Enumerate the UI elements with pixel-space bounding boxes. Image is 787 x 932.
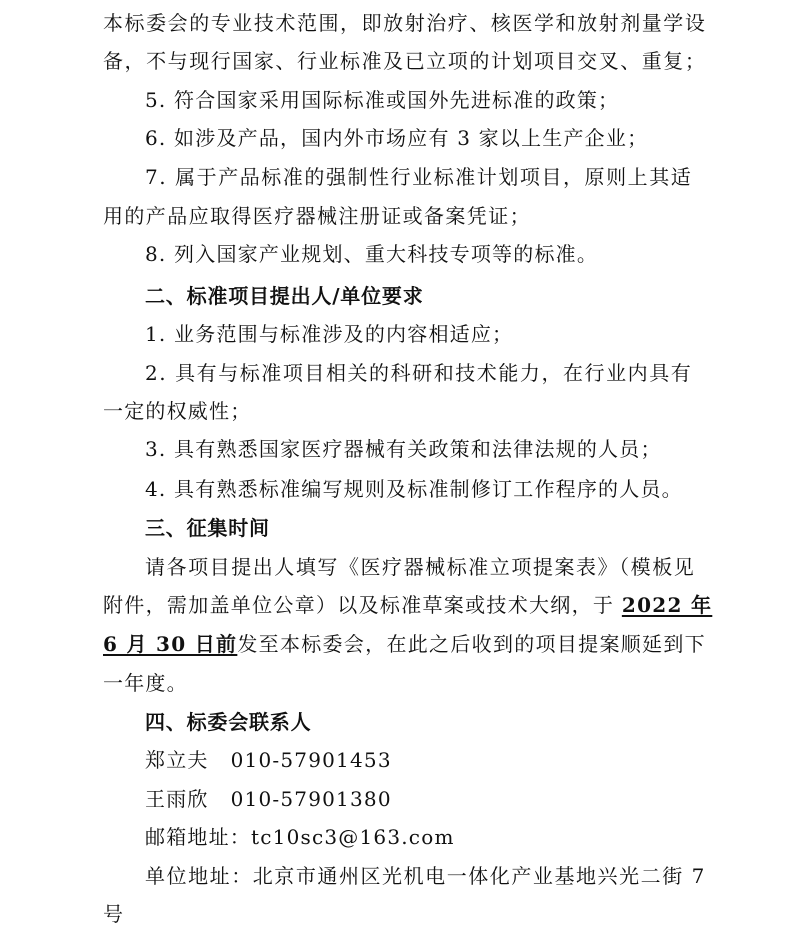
list-item-5: 5. 符合国家采用国际标准或国外先进标准的政策； (145, 88, 620, 112)
collection-paragraph-line: 一年度。 (103, 671, 188, 695)
paragraph-line: 备，不与现行国家、行业标准及已立项的计划项目交叉、重复； (103, 49, 707, 73)
contact-row (145, 786, 392, 812)
contact-name: 王雨欣 (145, 787, 209, 811)
paragraph-line: 本标委会的专业技术范围，即放射治疗、核医学和放射剂量学设 (103, 11, 707, 35)
requirement-item-4: 4. 具有熟悉标准编写规则及标准制修订工作程序的人员。 (145, 477, 683, 501)
list-item-8: 8. 列入国家产业规划、重大科技专项等的标准。 (145, 242, 599, 266)
email-label: 邮箱地址： (145, 825, 251, 849)
list-item-6: 6. 如涉及产品，国内外市场应有 3 家以上生产企业； (145, 126, 649, 150)
email-row (145, 824, 455, 850)
requirement-item-1: 1. 业务范围与标准涉及的内容相适应； (145, 322, 514, 346)
contact-name: 郑立夫 (145, 748, 209, 772)
collection-text: 附件，需加盖单位公章）以及标准草案或技术大纲，于 (103, 593, 622, 617)
address-line: 单位地址：北京市通州区光机电一体化产业基地兴光二街 7 (145, 864, 706, 888)
section-heading-contacts: 四、标委会联系人 (145, 710, 312, 734)
contact-phone: 010-57901380 (230, 787, 392, 811)
section-heading-requirements: 二、标准项目提出人/单位要求 (145, 284, 424, 308)
address-line-continued: 号 (103, 902, 125, 926)
contact-phone: 010-57901453 (230, 748, 392, 772)
collection-paragraph-line (103, 631, 706, 657)
requirement-item-3: 3. 具有熟悉国家医疗器械有关政策和法律法规的人员； (145, 437, 662, 461)
collection-text: 发至本标委会，在此之后收到的项目提案顺延到下 (237, 632, 706, 656)
deadline-date: 6 月 30 日前 (103, 632, 238, 656)
section-heading-collection-time: 三、征集时间 (145, 516, 270, 540)
list-item-7: 7. 属于产品标准的强制性行业标准计划项目，原则上其适 (145, 165, 693, 189)
requirement-item-2: 2. 具有与标准项目相关的科研和技术能力，在行业内具有 (145, 361, 693, 385)
requirement-item-2-continued: 一定的权威性； (103, 399, 252, 423)
contact-row (145, 747, 392, 773)
email-address: tc10sc3@163.com (251, 825, 455, 849)
list-item-7-continued: 用的产品应取得医疗器械注册证或备案凭证； (103, 204, 531, 228)
deadline-year: 2022 年 (621, 593, 713, 617)
collection-paragraph-line (103, 592, 712, 618)
collection-paragraph-line: 请各项目提出人填写《医疗器械标准立项提案表》（模板见 (145, 555, 696, 579)
